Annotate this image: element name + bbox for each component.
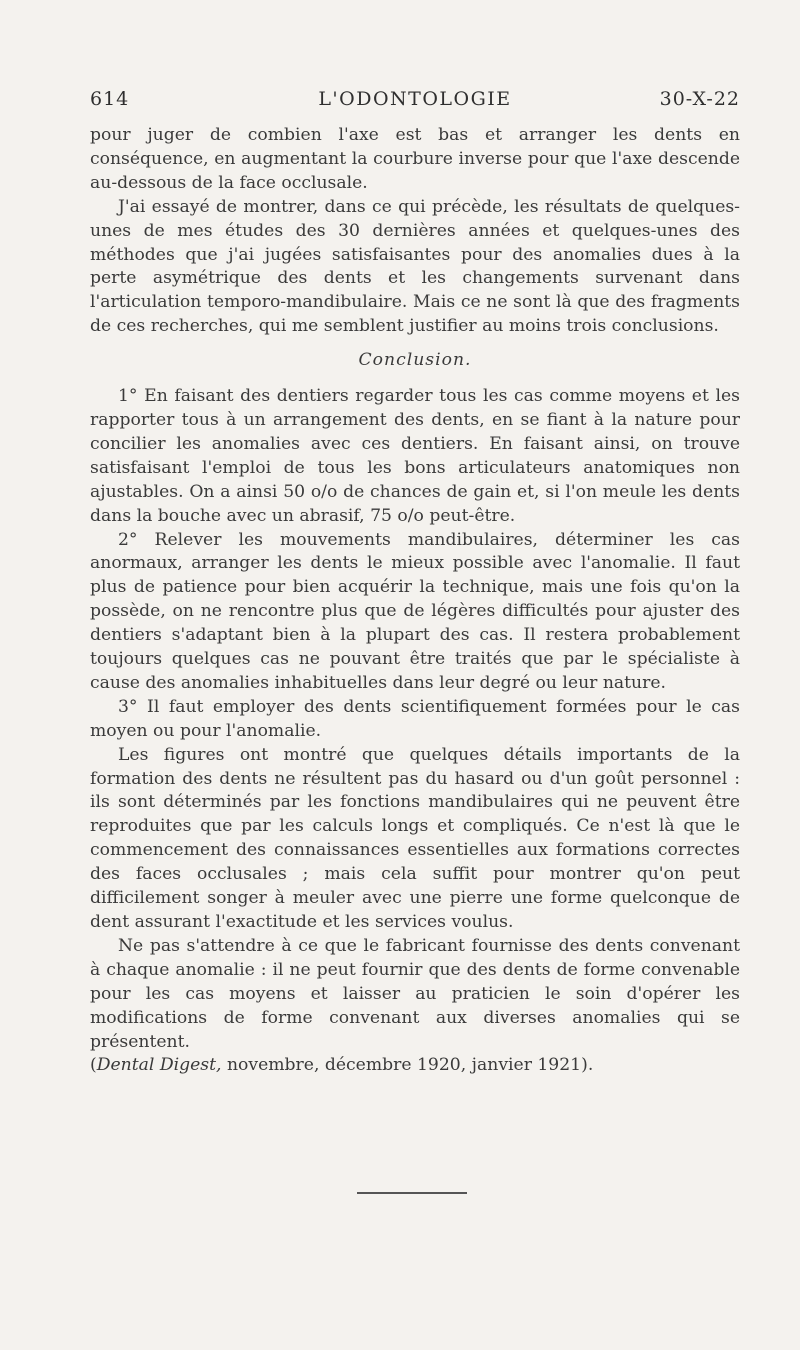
section-title: Conclusion. [358, 350, 472, 371]
manufacturer-paragraph: Ne pas s'attendre à ce que le fabricant fournisse des dents convenant à chaque anomalie : il ne peut fournir que des dents de forme convenable pour les cas moyens et laisser au praticien le soin d'opérer les modifications de forme convenant aux diverses anomalies qui se présentent. [90, 935, 740, 1052]
conclusion-1-paragraph: 1° En faisant des dentiers regarder tous les cas comme moyens et les rapporter tous à un arrangement des dents, en se fiant à la nature pour concilier les anomalies avec ces dentiers. En faisant ainsi, on trouve satisfaisant l'emploi de tous les bons articulateurs anatomiques non ajustables. On a ainsi 50 o/o de chances de gain et, si l'on meule les dents dans la bouche avec un abrasif, 75 o/o peut-être. [90, 386, 740, 526]
source-dates: novembre, décembre 1920, janvier 1921). [221, 1055, 594, 1076]
source-name: Dental Digest, [96, 1055, 222, 1076]
article-body [90, 124, 740, 1078]
page-number: 614 [90, 88, 130, 110]
summary-paragraph: J'ai essayé de montrer, dans ce qui précède, les résultats de quelques-unes de mes études des 30 dernières années et quelques-unes des méthodes que j'ai jugées satisfaisantes pour des anomalies dues à la perte asymétrique des dents et les changements survenant dans l'articulation temporo-mandibulaire. Mais ce ne sont là que des fragments de ces recherches, qui me semblent justifier au moins trois conclusions. [90, 196, 740, 337]
source-citation: (Dental Digest, novembre, décembre 1920, janvier 1921). [90, 1055, 594, 1076]
conclusion-3-paragraph: 3° Il faut employer des dents scientifiquement formées pour le cas moyen ou pour l'anomalie. [90, 696, 740, 741]
conclusion-2-paragraph: 2° Relever les mouvements mandibulaires, déterminer les cas anormaux, arranger les dents le mieux possible avec l'anomalie. Il faut plus de patience pour bien acquérir la technique, mais une fois qu'on la possède, on ne rencontre plus que de légères difficultés pour ajuster des dentiers s'adaptant bien à la plupart des cas. Il restera probablement toujours quelques cas ne pouvant être traités que par le spécialiste à cause des anomalies inhabituelles dans leur degré ou leur nature. [90, 529, 740, 693]
running-header [90, 88, 740, 116]
intro-paragraph: pour juger de combien l'axe est bas et arranger les dents en conséquence, en augmentant la courbure inverse pour que l'axe descende au-dessous de la face occlusale. [90, 125, 740, 193]
issue-date: 30-X-22 [659, 88, 740, 110]
figures-paragraph: Les figures ont montré que quelques détails importants de la formation des dents ne résultent pas du hasard ou d'un goût personnel : ils sont déterminés par les fonctions mandibulaires qui ne peuvent être reproduites que par les calculs longs et compliqués. Ce n'est là que le commencement des connaissances essentielles aux formations correctes des faces occlusales ; mais cela suffit pour montrer qu'on peut difficilement songer à meuler avec une pierre une forme quelconque de dent assurant l'exactitude et les services voulus. [90, 744, 740, 932]
end-rule [357, 1192, 467, 1194]
journal-title: L'ODONTOLOGIE [318, 88, 512, 110]
